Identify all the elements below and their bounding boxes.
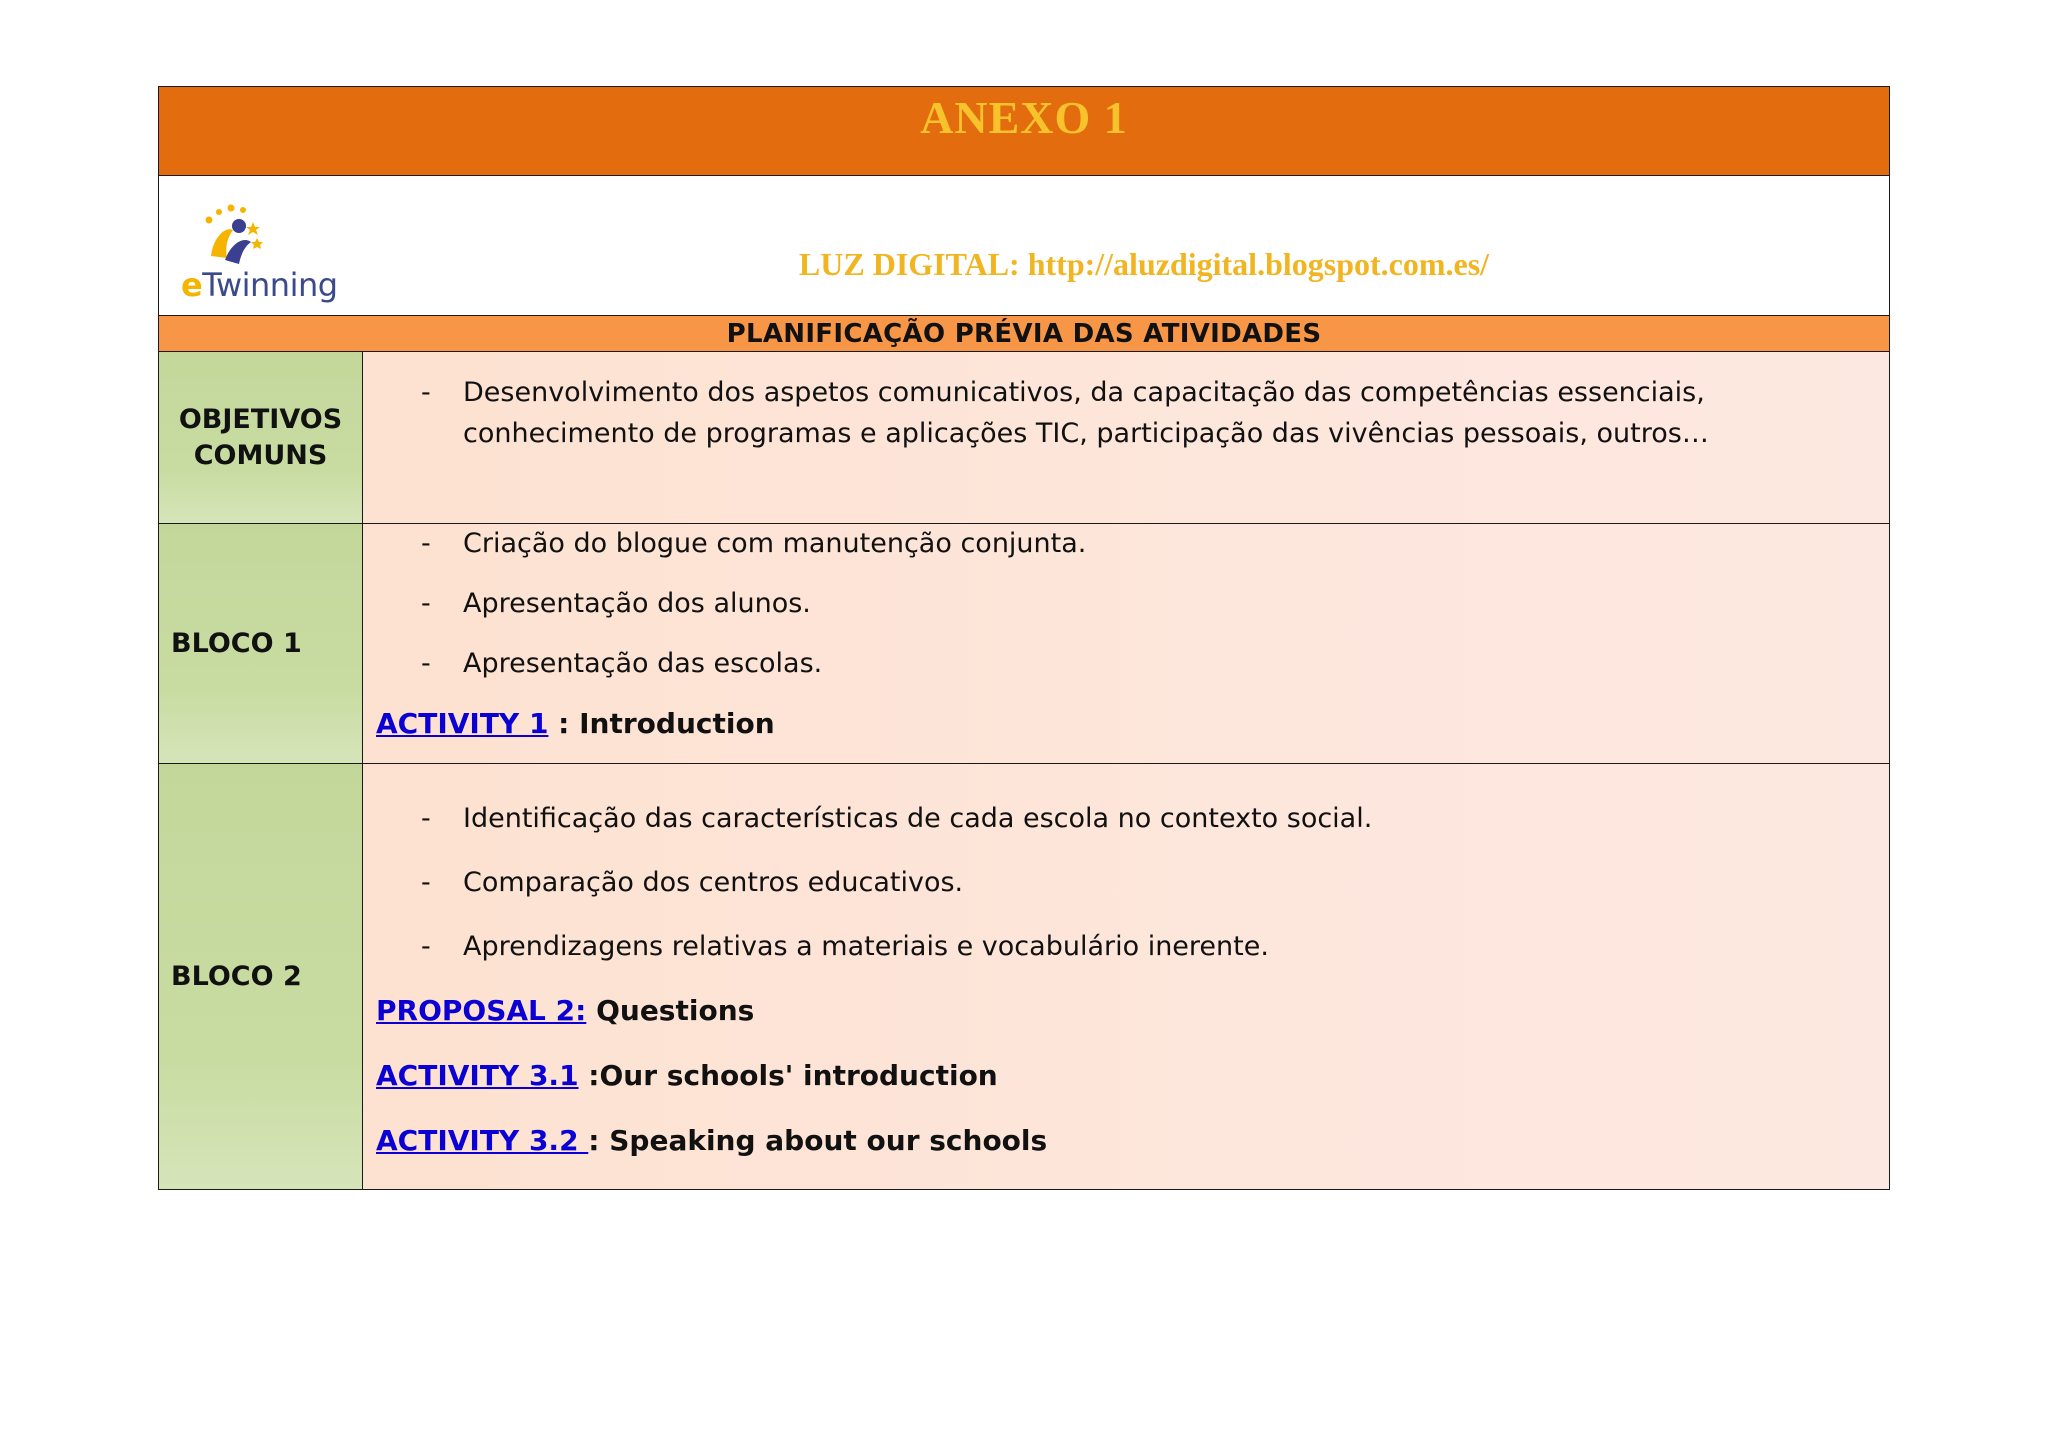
label-line: OBJETIVOS [178,403,343,435]
content-bloco2 [363,764,1889,1189]
content-bloco1 [363,524,1889,763]
subheader-title: PLANIFICAÇÃO PRÉVIA DAS ATIVIDADES [726,318,1322,349]
subheader-bar [159,316,1889,352]
activity-line: ACTIVITY 1 : Introduction [376,707,775,740]
title-bar [159,87,1889,176]
site-url-line: LUZ DIGITAL: http://aluzdigital.blogspot.com.es/ [798,246,1490,282]
row-objetivos [159,352,1889,524]
activity-1-link[interactable]: ACTIVITY 1 [376,707,549,740]
activity-line: ACTIVITY 3.2 : Speaking about our schools [376,1124,1048,1157]
activity-3-1-link[interactable]: ACTIVITY 3.1 [376,1059,579,1092]
content-objetivos [363,352,1889,523]
logo-row [159,176,1889,316]
list-item: - Criação do blogue com manutenção conjunta. [421,528,1087,559]
list-item: - Aprendizagens relativas a materiais e vocabulário inerente. [421,931,1269,962]
label-bloco1: BLOCO 1 [159,524,363,763]
list-item: - Desenvolvimento dos aspetos comunicativos, da capacitação das competências essenciais, conhecimento de programas e aplicações TIC, participação das vivências pessoais, outros… [421,377,1709,449]
page-title: ANEXO 1 [920,92,1128,143]
etwinning-logo-text: eTwinning [181,266,338,304]
activity-line: ACTIVITY 3.1 :Our schools' introduction [376,1059,998,1092]
proposal-2-link[interactable]: PROPOSAL 2: [376,994,587,1027]
label-line: COMUNS [193,439,328,471]
row-bloco1 [159,524,1889,764]
label-objetivos [159,352,363,523]
list-item: - Apresentação dos alunos. [421,588,811,619]
activity-3-2-link[interactable]: ACTIVITY 3.2 [376,1124,589,1157]
list-item: - Apresentação das escolas. [421,648,823,679]
list-item: - Comparação dos centros educativos. [421,867,964,898]
proposal-line: PROPOSAL 2: Questions [376,994,755,1027]
row-bloco2 [159,764,1889,1189]
label-bloco2: BLOCO 2 [159,764,363,1189]
list-item: - Identificação das características de cada escola no contexto social. [421,803,1373,834]
planning-table [158,86,1890,1190]
